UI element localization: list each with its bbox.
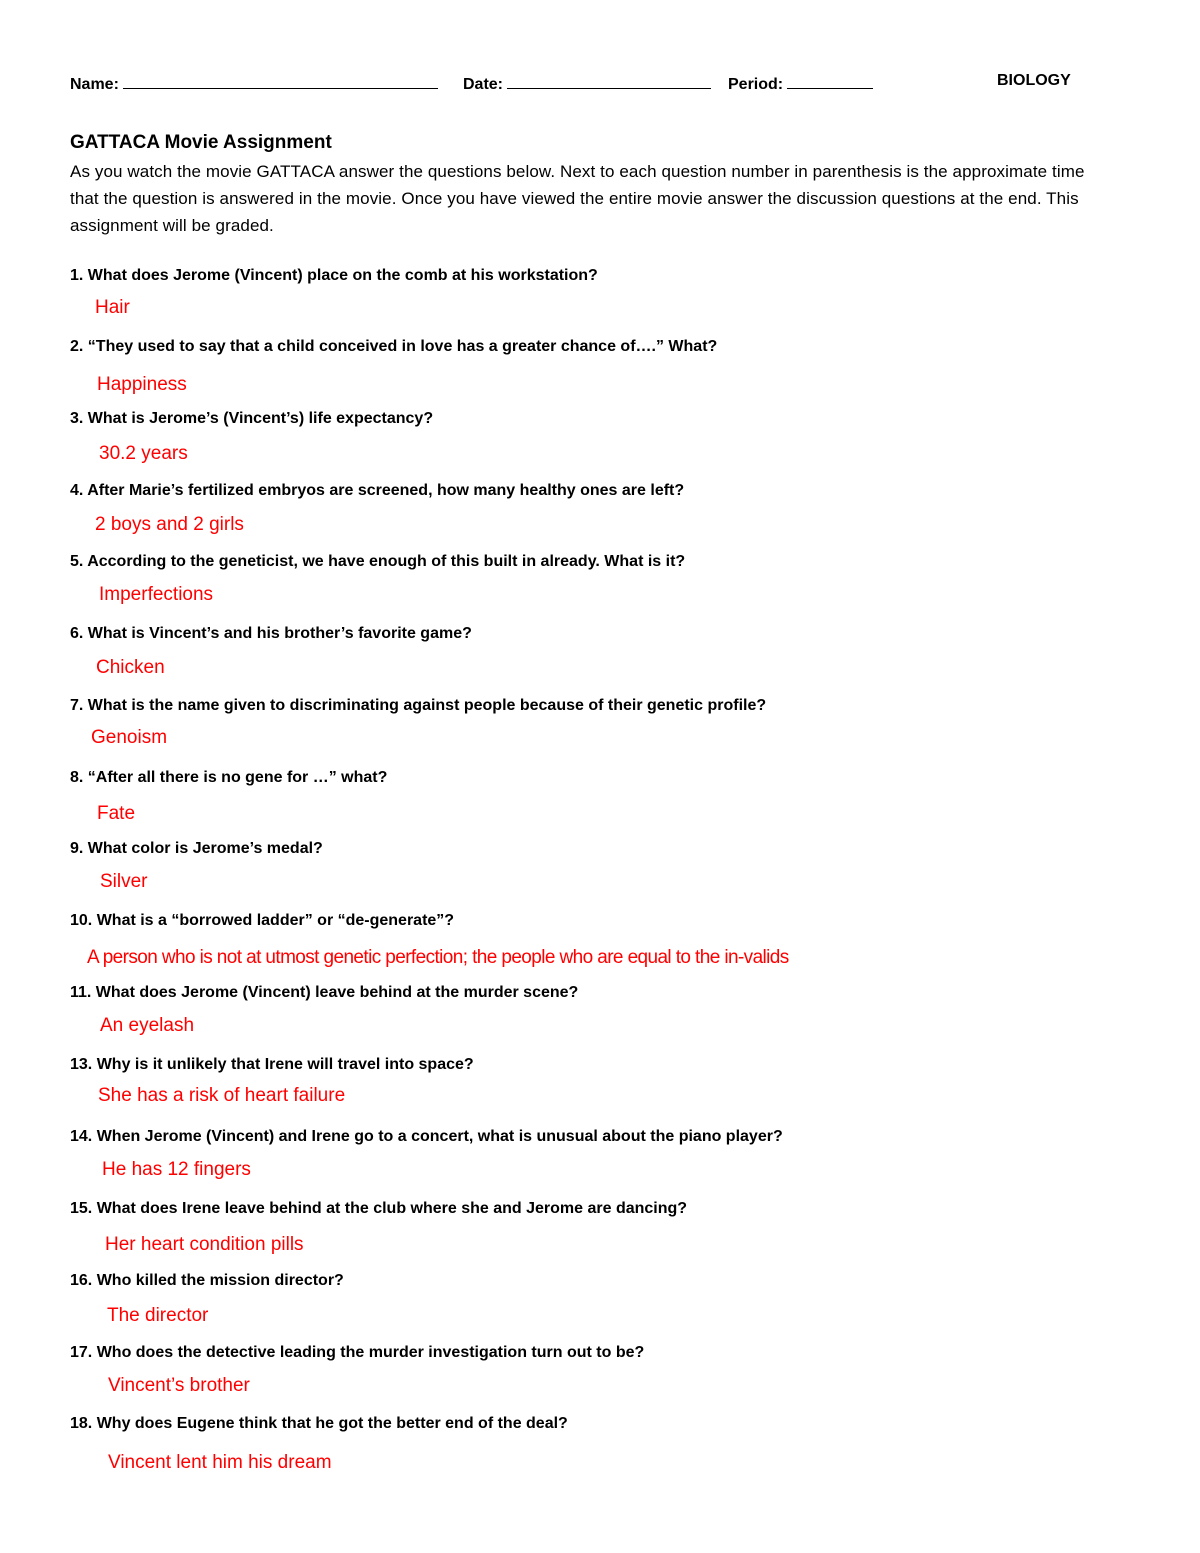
question-9: 9. What color is Jerome’s medal? [70, 840, 323, 857]
period-label: Period: [728, 76, 784, 93]
answer-15: Her heart condition pills [105, 1234, 304, 1255]
answer-8: Fate [97, 803, 136, 824]
instructions-paragraph: As you watch the movie GATTACA answer the questions below. Next to each question number in parenthesis is the approximate time that the question is answered in the movie. Once you have viewed the entire movie answer the discussion questions at the end. This assignment will be graded. [70, 162, 1085, 235]
header-fields [70, 72, 1130, 96]
question-13: 13. Why is it unlikely that Irene will travel into space? [70, 1056, 474, 1073]
date-blank[interactable] [507, 72, 711, 89]
period-blank[interactable] [787, 72, 873, 89]
question-1: 1. What does Jerome (Vincent) place on the comb at his workstation? [70, 267, 598, 284]
name-label: Name: [70, 76, 119, 93]
answer-1: Hair [95, 297, 130, 318]
answer-18: Vincent lent him his dream [108, 1452, 332, 1473]
question-5: 5. According to the geneticist, we have enough of this built in already. What is it? [70, 553, 686, 570]
question-16: 16. Who killed the mission director? [70, 1272, 344, 1289]
answer-11: An eyelash [100, 1015, 195, 1036]
question-14: 14. When Jerome (Vincent) and Irene go to a concert, what is unusual about the piano player? [70, 1128, 783, 1145]
question-17: 17. Who does the detective leading the murder investigation turn out to be? [70, 1344, 645, 1361]
answer-6: Chicken [96, 657, 165, 678]
answer-4: 2 boys and 2 girls [95, 514, 244, 535]
question-10: 10. What is a “borrowed ladder” or “de-generate”? [70, 912, 455, 929]
name-field [70, 72, 438, 94]
question-7: 7. What is the name given to discriminating against people because of their genetic profile? [70, 697, 767, 714]
question-3: 3. What is Jerome’s (Vincent’s) life expectancy? [70, 410, 434, 427]
answer-3: 30.2 years [99, 443, 188, 464]
answer-9: Silver [100, 871, 148, 892]
question-4: 4. After Marie’s fertilized embryos are screened, how many healthy ones are left? [70, 482, 685, 499]
question-6: 6. What is Vincent’s and his brother’s favorite game? [70, 625, 472, 642]
question-11: 11. What does Jerome (Vincent) leave behind at the murder scene? [70, 984, 579, 1001]
page-title: GATTACA Movie Assignment [70, 132, 332, 153]
answer-13: She has a risk of heart failure [98, 1085, 346, 1106]
question-8: 8. “After all there is no gene for …” what? [70, 769, 388, 786]
question-18: 18. Why does Eugene think that he got the better end of the deal? [70, 1415, 568, 1432]
answer-7: Genoism [91, 727, 168, 748]
name-blank[interactable] [123, 72, 438, 89]
date-field [463, 72, 711, 94]
answer-16: The director [107, 1305, 209, 1326]
answer-10: A person who is not at utmost genetic perfection; the people who are equal to the in-valids [87, 947, 789, 968]
period-field [728, 72, 873, 94]
answer-17: Vincent’s brother [108, 1375, 250, 1396]
answer-2: Happiness [97, 374, 187, 395]
answer-14: He has 12 fingers [102, 1159, 251, 1180]
question-15: 15. What does Irene leave behind at the club where she and Jerome are dancing? [70, 1200, 688, 1217]
question-2: 2. “They used to say that a child conceived in love has a greater chance of….” What? [70, 338, 718, 355]
subject-label: BIOLOGY [997, 72, 1071, 89]
answer-5: Imperfections [99, 584, 214, 605]
date-label: Date: [463, 76, 504, 93]
